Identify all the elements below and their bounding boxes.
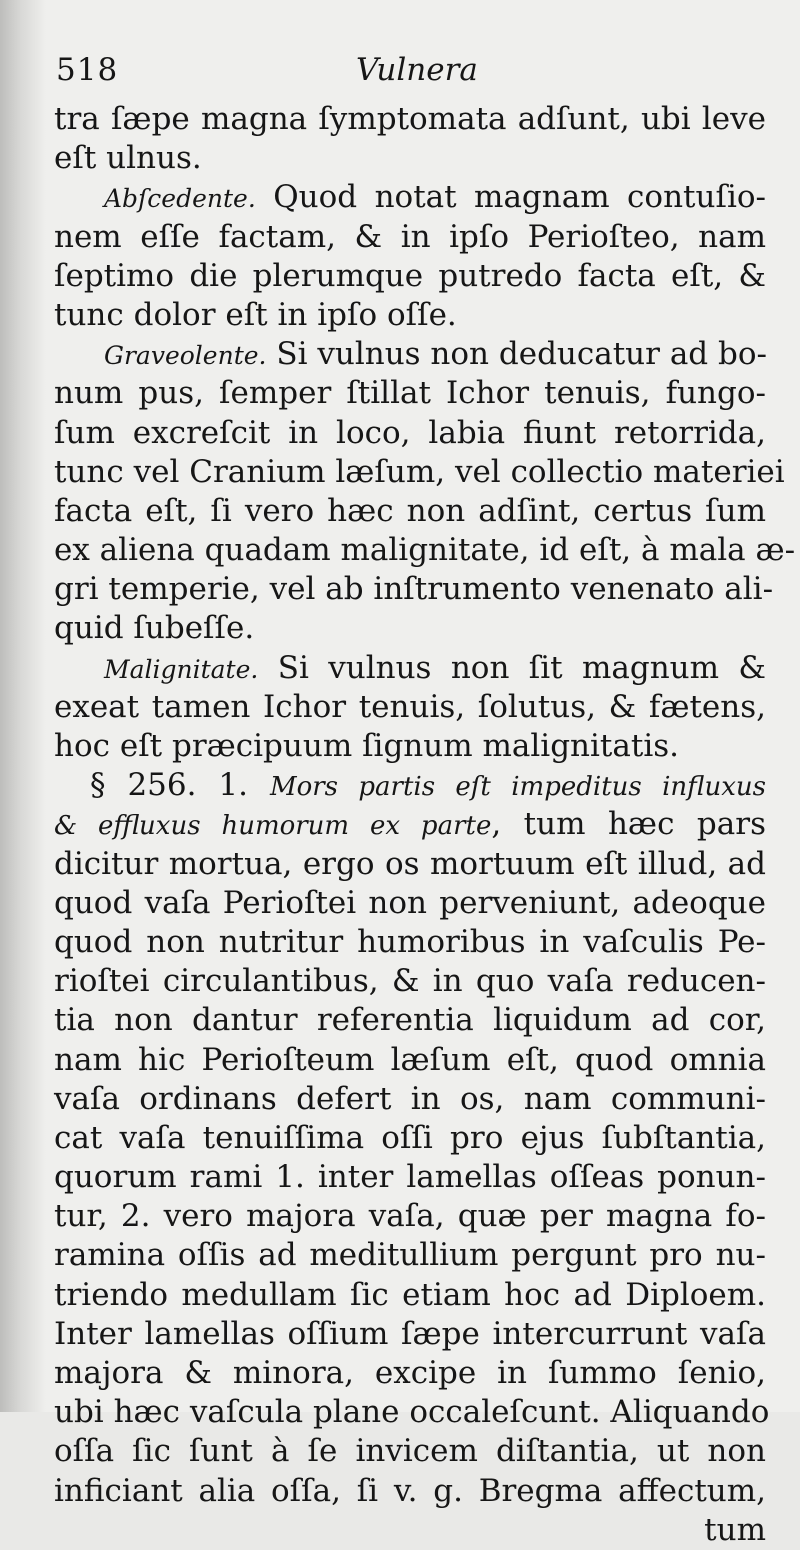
text-line [54, 1276, 766, 1315]
text-segment: , tum hæc pars [491, 806, 766, 843]
text-segment: triendo medullam ſic etiam hoc ad Diploem. [54, 1276, 766, 1313]
lemma-term: Malignitate. [104, 654, 259, 684]
text-line [54, 1119, 766, 1158]
text-line [54, 1001, 766, 1040]
text-line [54, 257, 766, 296]
text-segment: facta eſt, ſi vero hæc non adſint, certus ſum [54, 492, 766, 529]
text-segment: ubi hæc vaſcula plane occaleſcunt. Aliquando [54, 1394, 770, 1431]
text-line [54, 100, 766, 139]
text-line [54, 1472, 766, 1511]
text-line [54, 1158, 766, 1197]
running-title: Vulnera [356, 52, 478, 88]
text-line [54, 805, 766, 844]
text-line [54, 923, 766, 962]
text-line [54, 139, 766, 178]
text-line [54, 962, 766, 1001]
text-line [54, 218, 766, 257]
text-segment: vaſa ordinans defert in os, nam communi- [54, 1080, 766, 1117]
text-line [54, 688, 766, 727]
text-segment: nem eſſe factam, & in ipſo Perioſteo, nam [54, 218, 766, 255]
text-segment: ramina oſſis ad meditullium pergunt pro nu- [54, 1237, 766, 1274]
text-segment: ſeptimo die plerumque putredo facta eſt, & [54, 257, 766, 294]
text-line [54, 1393, 770, 1432]
body-text [54, 100, 796, 1550]
lemma-term: Graveolente. [104, 341, 267, 371]
text-line [54, 1354, 766, 1393]
text-line [54, 845, 766, 884]
text-segment: ex aliena quadam malignitate, id eſt, à mala æ- [54, 532, 796, 569]
text-segment: majora & minora, excipe in ſummo ſenio, [54, 1355, 766, 1391]
text-line [54, 649, 766, 688]
text-segment: tum [704, 1511, 766, 1548]
catchword [54, 1511, 766, 1550]
text-line [54, 531, 796, 570]
text-segment: eſt ulnus. [54, 140, 202, 177]
text-segment: Si vulnus non ſit magnum & [258, 649, 766, 686]
text-segment: dicitur mortua, ergo os mortuum eſt illud, ad [54, 845, 766, 882]
text-line [54, 1315, 766, 1354]
text-line [54, 609, 766, 648]
text-segment: tra ſæpe magna ſymptomata adſunt, ubi leve [54, 101, 766, 137]
text-segment: oſſa ſic ſunt à ſe invicem diſtantia, ut non [54, 1433, 766, 1470]
page-gutter-shadow [0, 0, 46, 1412]
text-segment: quod vaſa Perioſtei non perveniunt, adeoque [54, 884, 766, 921]
text-line [54, 178, 766, 217]
text-segment: cat vaſa tenuiſſima oſſi pro ejus ſubſtantia, [54, 1119, 766, 1156]
text-segment: exeat tamen Ichor tenuis, ſolutus, & fætens, [54, 688, 766, 725]
text-segment: tunc dolor eſt in ipſo oſſe. [54, 296, 457, 333]
italic-phrase: & effluxus humorum ex parte [54, 811, 492, 842]
text-line [54, 1080, 766, 1119]
text-line [54, 414, 766, 453]
text-segment: rioſtei circulantibus, & in quo vaſa reducen- [54, 963, 766, 1000]
text-line [54, 1236, 766, 1275]
text-segment: § 256. 1. [90, 767, 270, 804]
text-line [54, 296, 766, 335]
text-segment: Si vulnus non deducatur ad bo- [266, 336, 767, 373]
text-segment: num pus, ſemper ſtillat Ichor tenuis, fungo- [54, 375, 766, 412]
text-line [54, 1041, 766, 1080]
text-segment: quod non nutritur humoribus in vaſculis Pe- [54, 923, 766, 960]
text-segment: quid ſubeſſe. [54, 610, 255, 647]
text-line [54, 1432, 766, 1471]
lemma-term: Abſcedente. [104, 184, 256, 214]
text-line [54, 492, 766, 531]
text-segment: ſum excreſcit in loco, labia fiunt retorrida, [54, 414, 766, 451]
text-segment: Inter lamellas oſſium ſæpe intercurrunt vaſa [54, 1315, 766, 1352]
text-line [54, 884, 766, 923]
text-line [54, 1197, 766, 1236]
italic-phrase: Mors partis eſt impeditus influxus [269, 772, 766, 803]
text-line [54, 727, 766, 766]
text-segment: tunc vel Cranium læſum, vel collectio materiei [54, 453, 785, 490]
text-segment: gri temperie, vel ab inſtrumento venenato ali- [54, 571, 774, 608]
text-segment: inficiant alia oſſa, ſi v. g. Bregma affectum, [54, 1472, 766, 1509]
text-line [54, 335, 766, 374]
text-segment: hoc eſt præcipuum ſignum malignitatis. [54, 728, 679, 764]
text-line [54, 766, 766, 805]
text-segment: Quod notat magnam contuſio- [255, 179, 766, 216]
text-segment: tia non dantur referentia liquidum ad cor, [54, 1002, 766, 1039]
text-segment: nam hic Perioſteum læſum eſt, quod omnia [54, 1041, 766, 1078]
page-header [56, 52, 766, 96]
page-number: 518 [56, 52, 119, 88]
text-line [54, 374, 766, 413]
text-line [54, 453, 785, 492]
text-segment: tur, 2. vero majora vaſa, quæ per magna fo- [54, 1198, 766, 1235]
text-segment: quorum rami 1. inter lamellas oſſeas ponun- [54, 1159, 766, 1196]
text-line [54, 570, 774, 609]
